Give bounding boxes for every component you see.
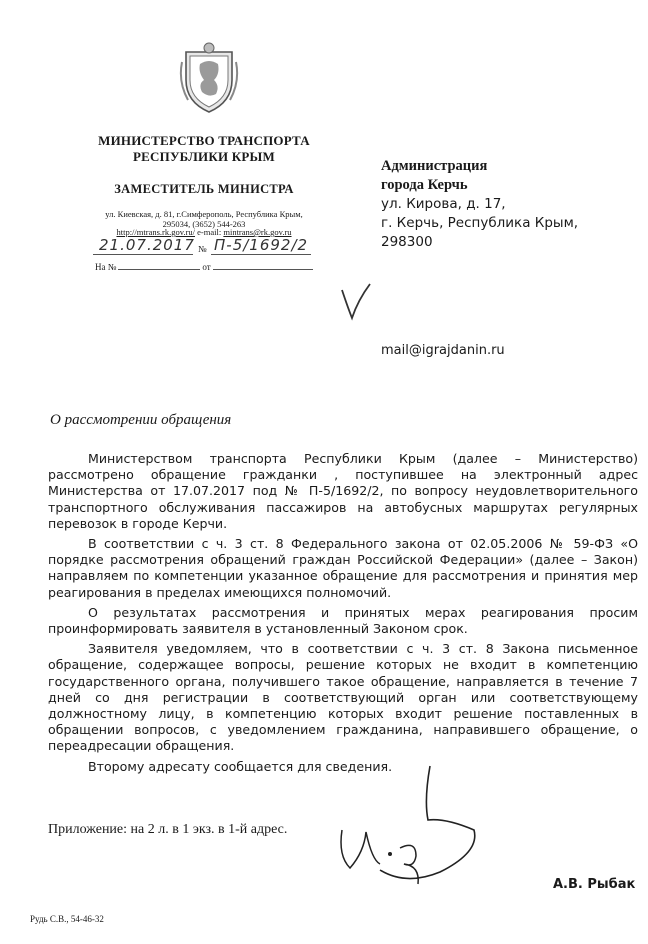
from-blank (213, 269, 313, 270)
attachment-note: Приложение: на 2 л. в 1 экз. в 1-й адрес. (48, 822, 288, 837)
coat-of-arms-icon (178, 42, 240, 114)
reference-line (95, 262, 317, 272)
sender-email-link[interactable]: mintrans@rk.gov.ru (223, 227, 292, 237)
registration-number: П-5/1692/2 (214, 236, 309, 254)
handwritten-signature (320, 760, 490, 890)
letter-subject: О рассмотрении обращения (50, 412, 232, 428)
check-mark-icon (338, 282, 374, 322)
recipient-line-4: г. Керчь, Республика Крым, (381, 215, 579, 231)
recipient-line-5: 298300 (381, 234, 433, 250)
body-paragraph-4: Заявителя уведомляем, что в соответствии с ч. 3 ст. 8 Закона письменное обращение, содержащее вопросы, решение которых не входит в компетенцию государственного органа, получившего такое обращение, направляется в течение 7 дней со дня регистрации в соответствующий орган или соответствующему должностному лицу, в компетенцию которых входит решение поставленных в обращении вопросов, с уведомлением гражданина, направившего обращение, о переадресации обращения. (48, 641, 638, 754)
from-label: от (202, 262, 211, 272)
body-paragraph-1: Министерством транспорта Республики Крым (далее – Министерство) рассмотрено обращение гражданки , поступившее на электронный адрес Министерства от 17.07.2017 под № П-5/1692/2, по вопросу неудовлетворительного транспортного обслуживания пассажиров на автобусных маршрутах регулярных перевозок в городе Керчи. (48, 451, 638, 531)
body-paragraph-5: Второму адресату сообщается для сведения. (88, 758, 393, 774)
body-paragraph-3: О результатах рассмотрения и принятых мерах реагирования просим проинформировать заявителя в установленный Законом срок. (48, 604, 638, 637)
recipient-block (381, 157, 621, 252)
sender-ministry-name (88, 133, 320, 165)
email-label: e-mail: (197, 227, 222, 237)
ministry-line-2: РЕСПУБЛИКИ КРЫМ (133, 149, 275, 164)
body-paragraph-2: В соответствии с ч. 3 ст. 8 Федерального закона от 02.05.2006 № 59-ФЗ «О порядке рассмотрения обращений граждан Российской Федерации» (далее – Закон) направляем по компетенции указанное обращение для рассмотрения и принятия мер реагирования в пределах имеющихся полномочий. (48, 536, 638, 600)
executor-info: Рудь С.В., 54-46-32 (30, 914, 104, 924)
on-number-label: На № (95, 262, 117, 272)
number-underline (211, 254, 311, 255)
address-line-1: ул. Киевская, д. 81, г.Симферополь, Республика Крым, (105, 209, 303, 219)
letter-body (48, 451, 638, 779)
website-link[interactable]: http://mtrans.rk.gov.ru/ (116, 227, 196, 237)
signer-name: А.В. Рыбак (553, 877, 636, 892)
recipient-line-3: ул. Кирова, д. 17, (381, 196, 506, 212)
recipient-line-1: Администрация (381, 158, 488, 174)
address-line-2: 295034, (3652) 544-263 (162, 219, 246, 229)
recipient-email[interactable]: mail@igrajdanin.ru (381, 343, 505, 358)
number-sign: № (198, 244, 207, 254)
registration-line (93, 236, 315, 258)
on-number-blank (118, 269, 200, 270)
ministry-line-1: МИНИСТЕРСТВО ТРАНСПОРТА (98, 133, 310, 148)
sender-address (88, 209, 320, 229)
recipient-line-2: города Керчь (381, 177, 468, 193)
registration-date: 21.07.2017 (99, 236, 195, 254)
date-underline (93, 254, 193, 255)
sender-position: ЗАМЕСТИТЕЛЬ МИНИСТРА (114, 182, 294, 196)
